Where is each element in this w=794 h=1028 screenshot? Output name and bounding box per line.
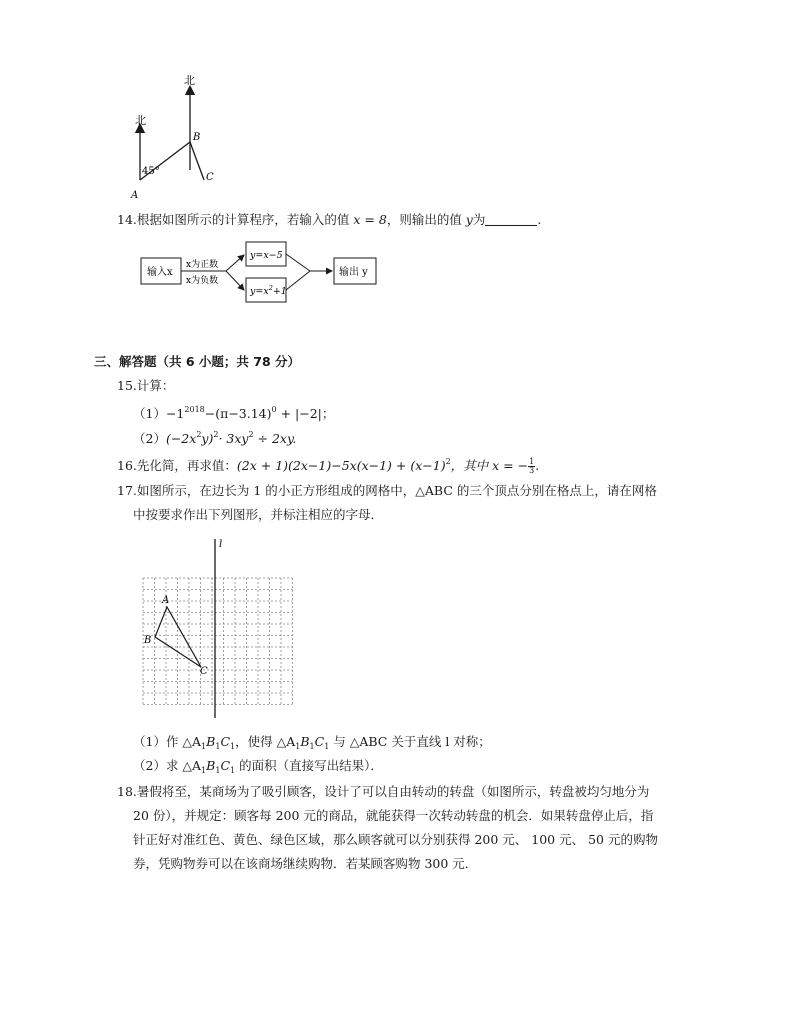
point-c-label: C	[206, 172, 214, 183]
grid-point-b: B	[144, 635, 152, 646]
q14-answer-blank[interactable]	[485, 213, 537, 226]
question-14	[117, 212, 541, 228]
triangle-abc	[155, 607, 201, 667]
question-16: 16.先化简，再求值：$(2x + 1)(2x-1)-5x(x-1) + (x-1)^2$，其中 x = − $\frac{1}{3}$ .	[117, 457, 540, 475]
q14-var: y	[465, 212, 473, 227]
formula-top: y=x−5	[250, 250, 283, 261]
arrow-to-bottom	[226, 271, 244, 290]
q15-part-2: $(2)(-2x^2y)^2\cdot 3xy^2 \div 2xy$.	[133, 430, 297, 446]
cond-negative-label: x为负数	[186, 276, 219, 286]
point-b-label: B	[193, 132, 201, 143]
arrow-to-top	[226, 255, 244, 271]
q14-text-mid: ，则输出的值	[386, 212, 466, 227]
section-3-title: 三、解答题（共 6 小题；共 78 分）	[94, 354, 301, 369]
question-15	[117, 378, 174, 394]
question-18-line-2: 20 份），并规定：顾客每 200 元的商品，就能获得一次转动转盘的机会．如果转盘停止后，指	[133, 808, 654, 823]
question-18-line-4: 券，凭购物券可以在该商场继续购物．若某顾客购物 300 元．	[133, 856, 478, 871]
q14-end: .	[537, 212, 542, 227]
cond-positive-label: x为正数	[186, 260, 219, 270]
q17-sub-2: （2）求 $\triangle A_1B_1C_1$ 的面积（直接写出结果）．	[133, 758, 383, 775]
q14-number: 14.	[117, 212, 137, 227]
q15-part-1: $(1)-1^{2018}-(\pi-3.14)^0 + |-2|$；	[133, 405, 335, 421]
formula-bottom: $y=x^2+1$	[250, 284, 287, 297]
point-a-label: A	[131, 190, 139, 201]
q17-sub-1: （1）作 $\triangle A_1B_1C_1$，使得 $\triangle A_1B_1C_1$ 与 △ABC 关于直线 l 对称；	[133, 734, 491, 751]
flowchart	[138, 238, 383, 306]
top-to-merge	[286, 254, 310, 271]
bottom-to-merge	[286, 271, 310, 290]
compass-figure	[120, 70, 230, 205]
line-l-label: l	[219, 539, 223, 550]
q14-text-after: 为	[472, 212, 486, 227]
grid-figure	[138, 535, 298, 720]
grid-point-a: A	[162, 595, 170, 606]
grid-point-c: C	[200, 666, 208, 677]
input-label: 输入x	[147, 267, 173, 278]
segment-bc	[190, 142, 204, 180]
question-18-line-3: 针正好对准红色、黄色、绿色区域，那么顾客就可以分别获得 200 元、 100 元、 50 元的购物	[133, 832, 658, 847]
q14-text-before: 根据如图所示的计算程序，若输入的值	[136, 212, 354, 227]
angle-label: 45°	[142, 166, 160, 177]
q14-expr: x = 8	[353, 212, 387, 227]
north-label-a: 北	[135, 114, 146, 127]
q15-title: 计算：	[136, 378, 175, 393]
q16-fraction: $\frac{1}{3}$	[529, 457, 535, 475]
question-18-line-1: 18.暑假将至，某商场为了吸引顾客，设计了可以自由转动的转盘（如图所示，转盘被均匀地分为	[117, 784, 650, 799]
output-label: 输出 y	[339, 267, 368, 278]
q15-number: 15.	[117, 378, 137, 393]
question-17-line-1: 17.如图所示，在边长为 1 的小正方形组成的网格中，△ABC 的三个顶点分别在格点上，请在网格	[117, 483, 657, 498]
question-17-line-2: 中按要求作出下列图形，并标注相应的字母．	[133, 507, 384, 522]
north-label-b: 北	[184, 74, 195, 87]
